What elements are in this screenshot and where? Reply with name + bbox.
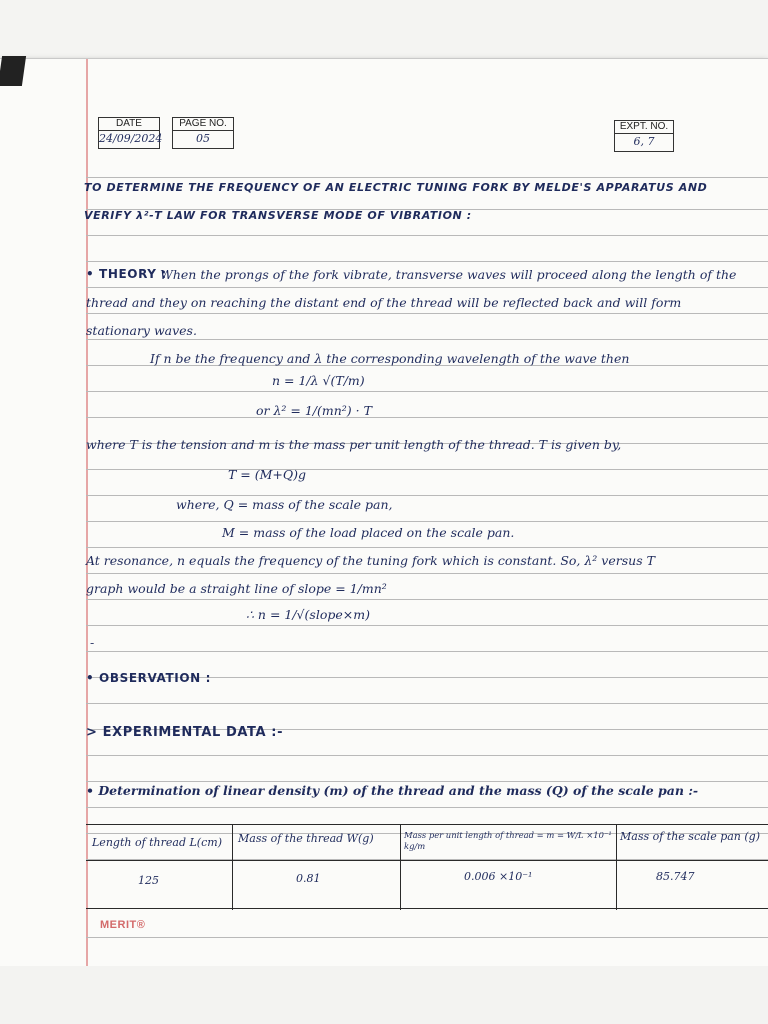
table-border <box>86 824 768 825</box>
rule-line <box>86 313 768 314</box>
rule-line <box>86 807 768 808</box>
theory-line-2: thread and they on reaching the distant end of the thread will be reflected back and will form <box>86 295 682 310</box>
rule-line <box>86 339 768 340</box>
observation-heading: • OBSERVATION : <box>86 671 211 685</box>
date-value: 24/09/2024 <box>99 132 163 145</box>
brand-logo: MERIT® <box>100 919 146 931</box>
table-border <box>86 860 768 861</box>
table-cell-scale-pan: 85.747 <box>656 870 695 883</box>
rule-line <box>86 937 768 938</box>
table-border <box>232 824 233 910</box>
rule-line <box>86 781 768 782</box>
rule-line <box>86 417 768 418</box>
theory-line-7: graph would be a straight line of slope = 1/mn² <box>86 581 387 596</box>
where-m: M = mass of the load placed on the scale pan. <box>222 525 515 540</box>
equation-tension: T = (M+Q)g <box>228 467 307 482</box>
title-line-2: VERIFY λ²-T LAW FOR TRANSVERSE MODE OF VIBRATION : <box>84 209 472 222</box>
rule-line <box>86 755 768 756</box>
rule-line <box>86 651 768 652</box>
table-header-mass-per-length: Mass per unit length of thread = m = W/L ×10⁻¹ kg/m <box>404 830 612 851</box>
page-number-box <box>172 117 234 149</box>
equation-lambda-squared: or λ² = 1/(mn²) · T <box>256 403 372 418</box>
notebook-page <box>0 58 768 967</box>
rule-line <box>86 261 768 262</box>
dash-mark: - <box>90 635 95 650</box>
rule-line <box>86 599 768 600</box>
rule-line <box>86 177 768 178</box>
rule-line <box>86 573 768 574</box>
table-header-scale-pan: Mass of the scale pan (g) <box>620 830 761 843</box>
table-cell-length: 125 <box>138 874 159 887</box>
determination-heading: • Determination of linear density (m) of the thread and the mass (Q) of the scale pan :- <box>86 783 699 798</box>
page-number-label: PAGE NO. <box>173 118 233 131</box>
theory-line-6: At resonance, n equals the frequency of the tuning fork which is constant. So, λ² versus T <box>86 553 655 568</box>
background-corner <box>0 56 26 86</box>
experiment-number-box <box>614 120 674 152</box>
theory-line-4: If n be the frequency and λ the corresponding wavelength of the wave then <box>150 351 630 366</box>
equation-frequency: n = 1/λ √(T/m) <box>272 373 365 388</box>
rule-line <box>86 625 768 626</box>
background-bottom <box>0 966 768 1024</box>
rule-line <box>86 391 768 392</box>
page-number-value: 05 <box>196 132 210 145</box>
title-line-1: TO DETERMINE THE FREQUENCY OF AN ELECTRIC TUNING FORK BY MELDE'S APPARATUS AND <box>84 181 708 194</box>
background-top <box>0 0 768 60</box>
theory-line-5: where T is the tension and m is the mass per unit length of the thread. T is given by, <box>86 437 622 452</box>
table-header-length: Length of thread L(cm) <box>92 836 222 849</box>
rule-line <box>86 495 768 496</box>
equation-n-slope: ∴ n = 1/√(slope×m) <box>246 607 370 622</box>
theory-heading: • THEORY : <box>86 267 167 281</box>
rule-line <box>86 469 768 470</box>
rule-line <box>86 703 768 704</box>
date-box <box>98 117 163 149</box>
date-label: DATE <box>99 118 159 131</box>
theory-line-3: stationary waves. <box>86 323 197 338</box>
table-border <box>400 824 401 910</box>
experiment-number-value: 6, 7 <box>633 135 655 148</box>
rule-line <box>86 521 768 522</box>
rule-line <box>86 235 768 236</box>
rule-line <box>86 287 768 288</box>
rule-line <box>86 547 768 548</box>
theory-line-1: When the prongs of the fork vibrate, transverse waves will proceed along the length of the <box>160 267 737 282</box>
experiment-number-label: EXPT. NO. <box>615 121 673 134</box>
table-header-mass-thread: Mass of the thread W(g) <box>238 832 374 845</box>
table-border <box>86 908 768 909</box>
table-cell-mass-per-length: 0.006 ×10⁻¹ <box>464 870 533 883</box>
where-q: where, Q = mass of the scale pan, <box>176 497 393 512</box>
table-cell-mass-thread: 0.81 <box>296 872 321 885</box>
linear-density-table <box>86 824 768 910</box>
experimental-data-heading: > EXPERIMENTAL DATA :- <box>86 725 284 740</box>
table-border <box>616 824 617 910</box>
